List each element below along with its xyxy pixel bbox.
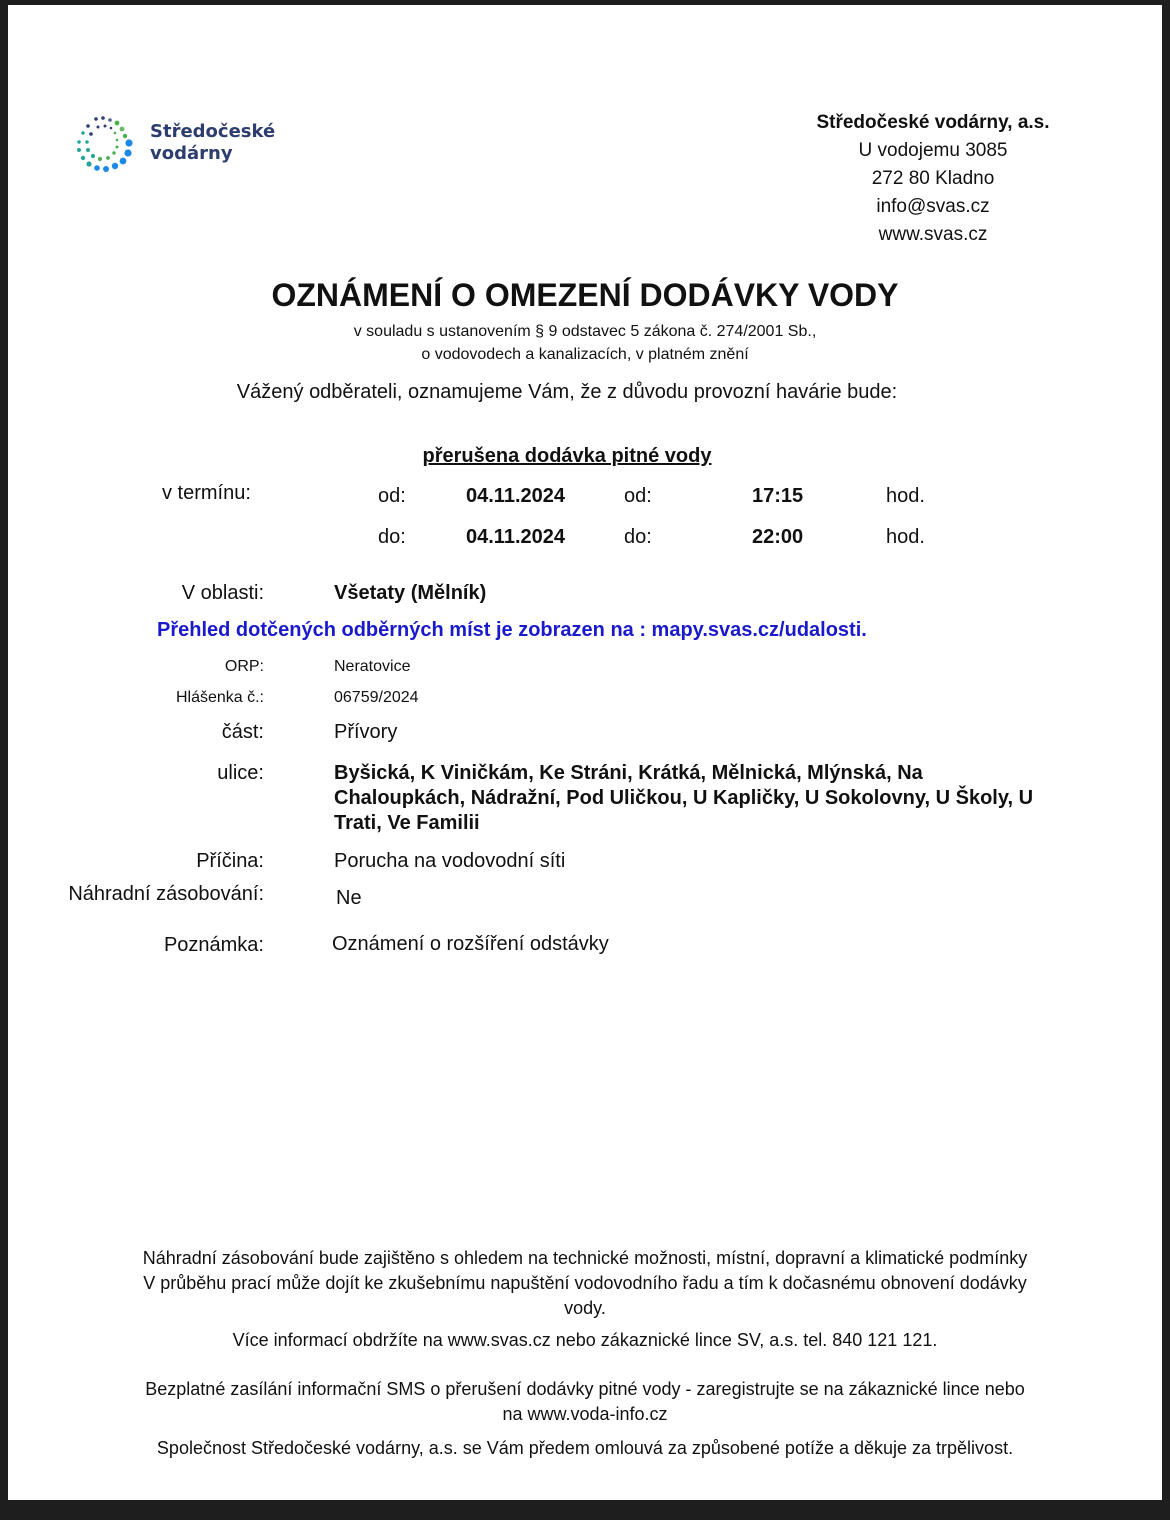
cause-value: Porucha na vodovodní síti	[334, 850, 566, 872]
interruption-heading: přerušena dodávka pitné vody	[422, 445, 712, 467]
to-date: 04.11.2024	[466, 526, 565, 548]
company-logo	[80, 113, 290, 183]
affected-places-link[interactable]: Přehled dotčených odběrných míst je zobrazen na : mapy.svas.cz/udalosti.	[157, 619, 867, 641]
address-street: U vodojemu 3085	[858, 140, 1008, 161]
footer-more-info: Více informací obdržíte na www.svas.cz nebo zákaznické lince SV, a.s. tel. 840 121 121.	[232, 1330, 938, 1350]
to-date-label: do:	[378, 526, 406, 548]
from-time: 17:15	[752, 485, 804, 507]
streets-label: ulice:	[217, 762, 264, 784]
footer-replacement-line-3: vody.	[564, 1298, 606, 1318]
report-number-value: 06759/2024	[334, 689, 419, 706]
address-email[interactable]: info@svas.cz	[876, 196, 990, 217]
report-number-label: Hlášenka č.:	[175, 689, 264, 706]
logo-wordmark	[150, 121, 275, 165]
logo-line-2: vodárny	[150, 143, 233, 164]
address-web[interactable]: www.svas.cz	[878, 224, 988, 245]
part-value: Přívory	[334, 721, 398, 743]
area-label: V oblasti:	[181, 582, 264, 604]
legal-basis-line-2: o vodovodech a kanalizacích, v platném znění	[421, 346, 749, 363]
greeting: Vážený odběrateli, oznamujeme Vám, že z důvodu provozní havárie bude:	[236, 381, 898, 403]
from-date: 04.11.2024	[466, 485, 565, 507]
cause-label: Příčina:	[196, 850, 264, 872]
company-name: Středočeské vodárny, a.s.	[816, 112, 1050, 133]
from-date-label: od:	[378, 485, 406, 507]
footer-replacement-line-2: V průběhu prací může dojít ke zkušebnímu napuštění vodovodního řadu a tím k dočasnému obnovení dodávky	[143, 1273, 1027, 1293]
to-time-label: do:	[624, 526, 652, 548]
from-time-unit: hod.	[886, 485, 925, 507]
area-value: Všetaty (Mělník)	[334, 582, 487, 604]
from-time-label: od:	[624, 485, 652, 507]
term-label: v termínu:	[162, 482, 251, 504]
logo-line-1: Středočeské	[150, 121, 276, 142]
to-time: 22:00	[752, 526, 804, 548]
footer-replacement-line-1: Náhradní zásobování bude zajištěno s ohledem na technické možnosti, místní, dopravní a klimatické podmínky	[142, 1248, 1028, 1268]
page-title: OZNÁMENÍ O OMEZENÍ DODÁVKY VODY	[271, 277, 899, 313]
replacement-supply-value: Ne	[336, 887, 362, 909]
footer-apology: Společnost Středočeské vodárny, a.s. se Vám předem omlouvá za způsobené potíže a děkuje za trpělivost.	[156, 1438, 1014, 1458]
legal-basis-line-1: v souladu s ustanovením § 9 odstavec 5 zákona č. 274/2001 Sb.,	[353, 323, 817, 340]
footer-sms-line-2: na www.voda-info.cz	[502, 1404, 668, 1424]
replacement-supply-label: Náhradní zásobování:	[68, 883, 264, 905]
logo-dots-icon	[74, 113, 138, 177]
note-value: Oznámení o rozšíření odstávky	[332, 933, 609, 955]
note-label: Poznámka:	[163, 934, 264, 956]
orp-label: ORP:	[224, 658, 264, 675]
part-label: část:	[221, 721, 264, 743]
footer-sms-line-1: Bezplatné zasílání informační SMS o přerušení dodávky pitné vody - zaregistrujte se na zákaznické lince nebo	[145, 1379, 1025, 1399]
orp-value: Neratovice	[334, 658, 411, 675]
company-address	[778, 109, 1088, 249]
address-city: 272 80 Kladno	[871, 168, 995, 189]
notice-page	[8, 5, 1162, 1500]
streets-value: Byšická, K Viničkám, Ke Stráni, Krátká, Mělnická, Mlýnská, Na Chaloupkách, Nádražní, Pod Uličkou, U Kapličky, U Sokolovny, U Školy, U Trati, Ve Familii	[334, 762, 1034, 834]
to-time-unit: hod.	[886, 526, 925, 548]
